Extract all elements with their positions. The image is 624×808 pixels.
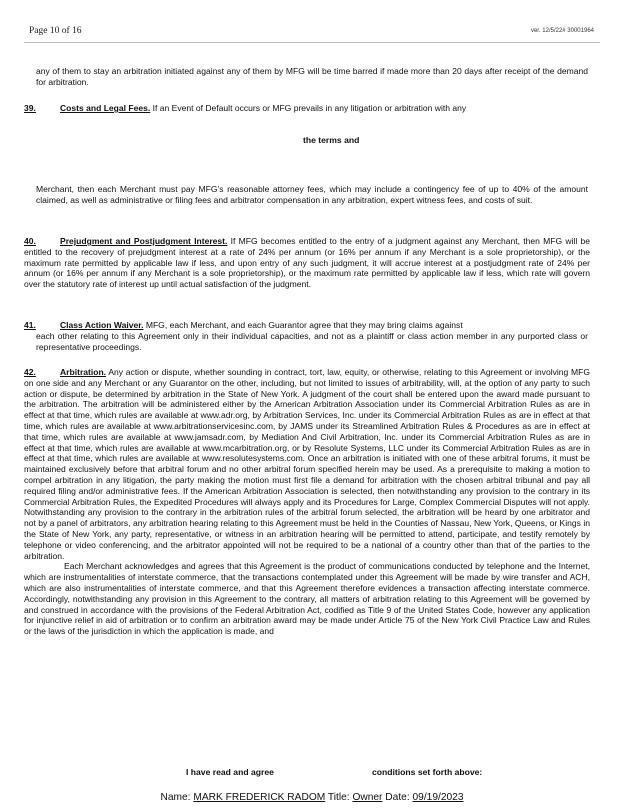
section-42-title: Arbitration.: [60, 367, 107, 377]
section-39-line1: If an Event of Default occurs or MFG prevails in any litigation or arbitration with any: [152, 103, 467, 113]
section-41-line1: MFG, each Merchant, and each Guarantor agree that they may bring claims against: [145, 320, 463, 330]
section-42-body: Any action or dispute, whether sounding in contract, tort, law, equity, or otherwise, relating to this Agreement or involving MFG on one side and any Merchant or any Guarantor on the other, including, but not limited to issues of arbitrability, will, at the option of any party to such action or dispute, be determined by arbitration in the State of New York. A judgment of the court shall be entered upon the award made pursuant to the arbitration. The arbitration will be administered either by the American Arbitration Association under its Commercial Arbitration Rules as are in effect at that time, which rules are available at www.adr.org, by Arbitration Services, Inc. under its Commercial Arbitration Rules as are in effect at that time, which rules are available at www.arbitrationservicesinc.com, by JAMS under its Streamlined Arbitration Rules & Procedures as are in effect at that time, which rules are available at www.jamsadr.com, by Mediation And Civil Arbitration, Inc. under its Commercial Arbitration Rules as are in effect at that time, which rules are available at www.mcarbitration.org, or by Resolute Systems, LLC under its Commercial Arbitration Rules as are in effect at that time, which rules are available at www.resolutesystems.com. Once an arbitration is initiated with one of these arbitral forums, it must be maintained exclusively before that arbitral forum and no other arbitral forum specified herein may be used. As a prerequisite to making a motion to compel arbitration in any litigation, the party making the motion must first file a demand for arbitration with the chosen arbitral tribunal and pay all required filing and/or administrative fees. If the American Arbitration Association is selected, then notwithstanding any provision to the contrary in its Commercial Arbitration Rules, the Expedited Procedures will always apply and its Procedures for Large, Complex Commercial Disputes will not apply. Notwithstanding any provision to the contrary in the arbitration rules of the arbitral forum selected, the arbitration will be heard by one arbitrator and not by a panel of arbitrators, any arbitration hearing relating to this Agreement must be held in the Counties of Nassau, New York, Queens, or Kings in the State of New York, any party, representative, or witness in an arbitration hearing will be permitted to attend, participate, and testify remotely by telephone or video conferencing, and the arbitrator appointed will not be required to be a national of a country other than that of the parties to the arbitration.: [24, 367, 590, 561]
section-42-para2: Each Merchant acknowledges and agrees that this Agreement is the product of communications conducted by telephone and the Internet, which are instrumentalities of interstate commerce, that the transactions contemplated under this Agreement will be made by wire transfer and ACH, which are also instrumentalities of interstate commerce, and that this Agreement therefore evidences a transaction affecting interstate commerce. Accordingly, notwithstanding any provision in this Agreement to the contrary, all matters of arbitration relating to this Agreement will be governed by and construed in accordance with the provisions of the Federal Arbitration Act, codified as Title 9 of the United States Code, however any application for injunctive relief in aid of arbitration or to confirm an arbitration award may be made under Article 75 of the New York Civil Practice Law and Rules or the laws of the jurisdiction in which the application is made, and: [24, 561, 590, 637]
section-39-body: Merchant, then each Merchant must pay MFG’s reasonable attorney fees, which may include a contingency fee of up to 40% of the amount claimed, as well as administrative or filing fees and arbitrator compensation in any arbitration, expert witness fees, and costs of suit.: [36, 184, 588, 205]
title-label: Title:: [327, 792, 350, 803]
date-label: Date:: [385, 792, 410, 803]
header-divider: [24, 42, 600, 43]
section-41-title: Class Action Waiver.: [60, 320, 144, 330]
signer-name: MARK FREDERICK RADOM: [193, 792, 326, 803]
section-40-number: 40.: [24, 236, 36, 246]
version-label: ver. 12/5/22# 30001964: [530, 28, 594, 34]
section-42: [24, 367, 590, 637]
section-40: [24, 236, 590, 290]
section-41-heading: [24, 320, 590, 331]
section-41-body: each other relating to this Agreement only in their individual capacities, and not as a plaintiff or class action member in any purported class or representative proceedings.: [36, 331, 588, 352]
acknowledge-right: conditions set forth above:: [372, 767, 483, 777]
section-39-number: 39.: [24, 103, 36, 113]
acknowledge-left: I have read and agree: [186, 767, 274, 777]
signer-title: Owner: [352, 792, 383, 803]
intro-continuation: any of them to stay an arbitration initiated against any of them by MFG will be time barred if made more than 20 days after receipt of the demand for arbitration.: [36, 66, 588, 87]
section-39-title: Costs and Legal Fees.: [60, 103, 151, 113]
section-39-heading: [24, 103, 590, 114]
section-39-fragment: the terms and: [303, 135, 360, 145]
page-number: Page 10 of 16: [29, 26, 82, 36]
section-40-body: If MFG becomes entitled to the entry of a judgment against any Merchant, then MFG will be entitled to the recovery of prejudgment interest at a rate of 24% per annum (or 16% per annum if any Merchant is a sole proprietorship), or the maximum rate permitted by applicable law if less, and upon entry of any such judgment, it will accrue interest at a postjudgment rate of 24% per annum (or 16% per annum if any Merchant is a sole proprietorship), or the maximum rate permitted by applicable law if less, which rate will govern over the statutory rate of interest up until actual satisfaction of the judgment.: [24, 236, 590, 290]
section-42-number: 42.: [24, 367, 36, 377]
signature-footer: [0, 792, 624, 803]
section-40-title: Prejudgment and Postjudgment Interest.: [60, 236, 228, 246]
name-label: Name:: [160, 792, 191, 803]
section-41-number: 41.: [24, 320, 36, 330]
signed-date: 09/19/2023: [412, 792, 464, 803]
